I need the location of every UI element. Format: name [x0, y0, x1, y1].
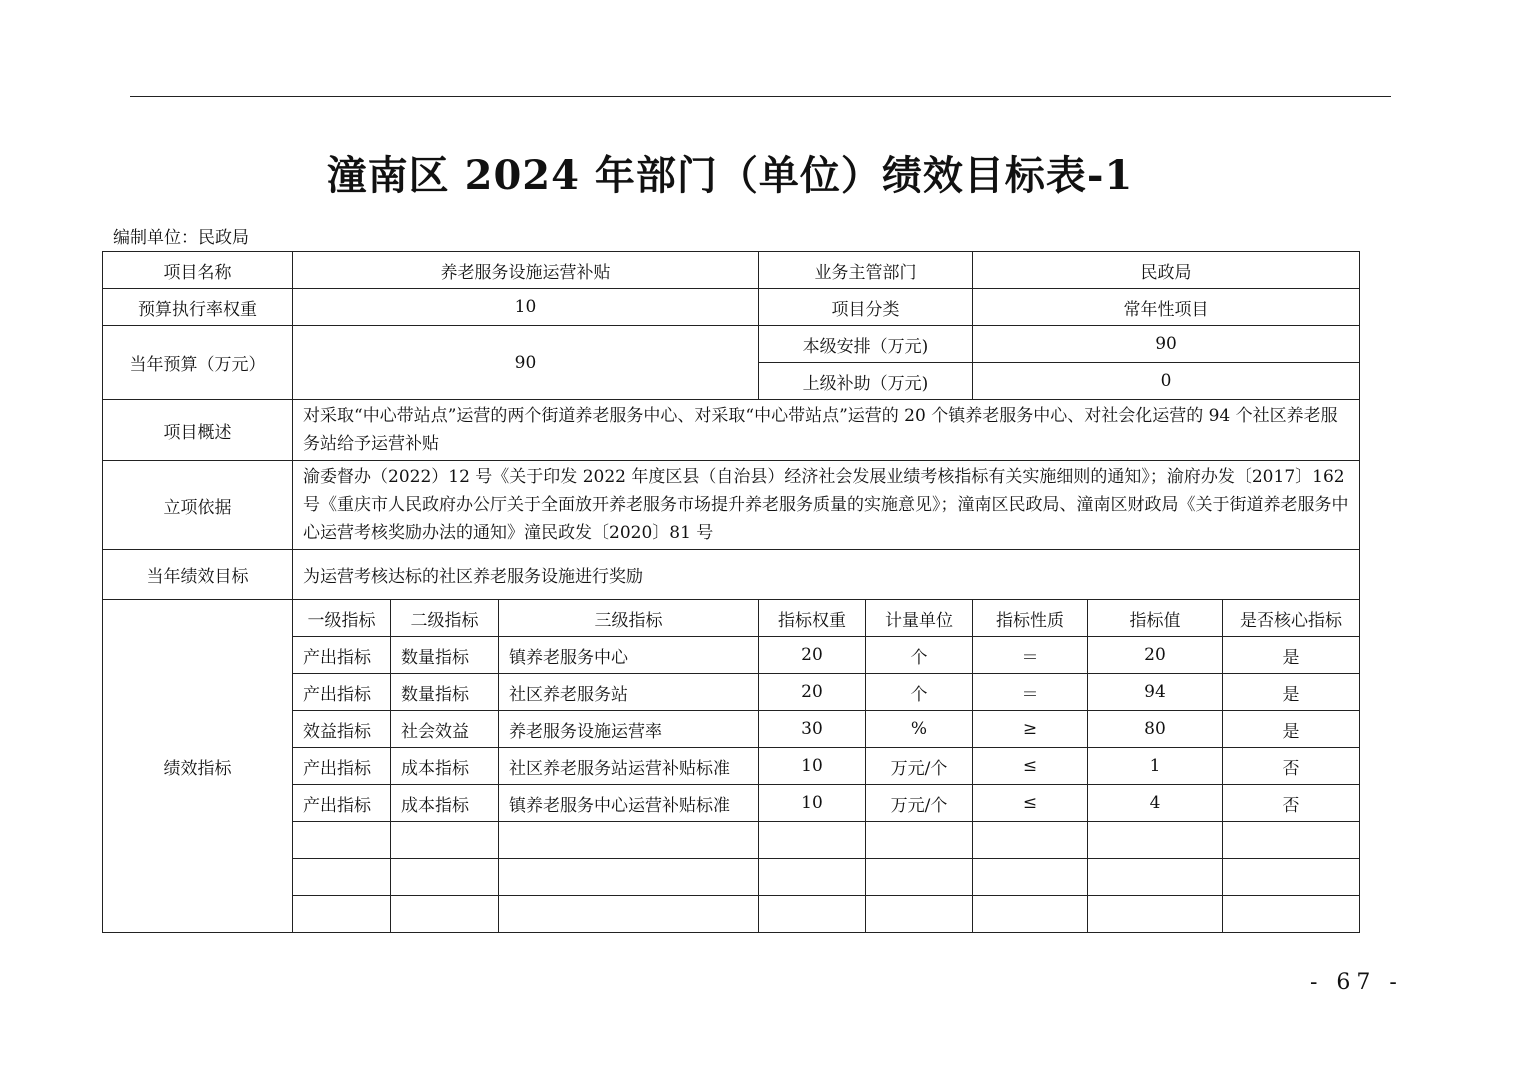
indicator-cell: 是	[1223, 711, 1360, 748]
budget-value: 90	[293, 326, 759, 400]
page-title: 潼南区 2024 年部门（单位）绩效目标表-1	[326, 152, 1134, 199]
col-header: 二级指标	[391, 600, 499, 637]
indicator-cell: 产出指标	[293, 748, 391, 785]
project-name-label: 项目名称	[103, 252, 293, 289]
weight-label: 预算执行率权重	[103, 289, 293, 326]
indicator-cell	[866, 822, 973, 859]
upper-value: 0	[973, 363, 1360, 400]
indicator-cell: 镇养老服务中心运营补贴标准	[499, 785, 759, 822]
category-value: 常年性项目	[973, 289, 1360, 326]
indicator-cell: 否	[1223, 785, 1360, 822]
indicator-cell: 20	[759, 637, 866, 674]
indicator-cell: 社区养老服务站运营补贴标准	[499, 748, 759, 785]
indicator-cell	[1223, 859, 1360, 896]
indicator-cell	[1223, 896, 1360, 933]
indicator-cell: 个	[866, 674, 973, 711]
indicator-cell	[391, 859, 499, 896]
dept-value: 民政局	[973, 252, 1360, 289]
col-header: 指标权重	[759, 600, 866, 637]
col-header: 三级指标	[499, 600, 759, 637]
indicator-cell	[866, 896, 973, 933]
upper-label: 上级补助（万元)	[759, 363, 973, 400]
indicator-cell: 1	[1088, 748, 1223, 785]
budget-label: 当年预算（万元）	[103, 326, 293, 400]
indicator-cell	[973, 859, 1088, 896]
indicator-cell	[499, 822, 759, 859]
col-header: 指标值	[1088, 600, 1223, 637]
basis-label: 立项依据	[103, 461, 293, 550]
indicator-cell: 万元/个	[866, 748, 973, 785]
indicator-cell: 产出指标	[293, 674, 391, 711]
indicator-cell	[759, 822, 866, 859]
indicator-cell: 10	[759, 748, 866, 785]
dept-label: 业务主管部门	[759, 252, 973, 289]
indicator-cell: ≥	[973, 711, 1088, 748]
indicator-cell: 4	[1088, 785, 1223, 822]
basis-text: 渝委督办（2022）12 号《关于印发 2022 年度区县（自治县）经济社会发展业绩考核指标有关实施细则的通知》；渝府办发〔2017〕162 号《重庆市人民政府办公厅关于全面放开养老服务市场提升养老服务质量的实施意见》；潼南区民政局、潼南区财政局《关于街道养老服务中心运营考核奖励办法的通知》潼民政发〔2020〕81 号	[293, 461, 1360, 550]
indicator-cell: 30	[759, 711, 866, 748]
indicator-cell	[1088, 896, 1223, 933]
indicator-cell	[759, 896, 866, 933]
indicator-cell: ≤	[973, 748, 1088, 785]
indicator-cell	[293, 859, 391, 896]
category-label: 项目分类	[759, 289, 973, 326]
indicator-cell: 数量指标	[391, 674, 499, 711]
indicator-cell: 个	[866, 637, 973, 674]
indicator-cell	[499, 859, 759, 896]
indicator-cell: 社区养老服务站	[499, 674, 759, 711]
indicator-cell: 80	[1088, 711, 1223, 748]
local-value: 90	[973, 326, 1360, 363]
indicator-cell: 数量指标	[391, 637, 499, 674]
indicator-cell: 成本指标	[391, 785, 499, 822]
indicator-cell: 社会效益	[391, 711, 499, 748]
indicator-cell: ≤	[973, 785, 1088, 822]
indicator-cell	[759, 859, 866, 896]
indicator-cell: 20	[1088, 637, 1223, 674]
indicator-cell: 否	[1223, 748, 1360, 785]
indicator-cell	[499, 896, 759, 933]
indicator-cell: ＝	[973, 674, 1088, 711]
overview-text: 对采取“中心带站点”运营的两个街道养老服务中心、对采取“中心带站点”运营的 20 个镇养老服务中心、对社会化运营的 94 个社区养老服务站给予运营补贴	[293, 400, 1360, 461]
indicator-cell: 20	[759, 674, 866, 711]
indicator-cell	[866, 859, 973, 896]
local-label: 本级安排（万元)	[759, 326, 973, 363]
indicator-cell	[293, 896, 391, 933]
indicator-cell: 产出指标	[293, 785, 391, 822]
indicator-cell	[391, 896, 499, 933]
col-header: 计量单位	[866, 600, 973, 637]
weight-value: 10	[293, 289, 759, 326]
indicator-cell: 是	[1223, 637, 1360, 674]
col-header: 指标性质	[973, 600, 1088, 637]
indicator-cell: %	[866, 711, 973, 748]
indicators-label: 绩效指标	[103, 600, 293, 933]
indicator-cell	[391, 822, 499, 859]
col-header: 是否核心指标	[1223, 600, 1360, 637]
project-name-value: 养老服务设施运营补贴	[293, 252, 759, 289]
indicator-cell: 效益指标	[293, 711, 391, 748]
col-header: 一级指标	[293, 600, 391, 637]
indicator-cell: 成本指标	[391, 748, 499, 785]
indicator-cell	[973, 822, 1088, 859]
indicator-header-row	[103, 600, 1360, 637]
indicator-cell: 10	[759, 785, 866, 822]
indicator-cell	[1088, 859, 1223, 896]
goal-label: 当年绩效目标	[103, 550, 293, 600]
indicator-cell: 是	[1223, 674, 1360, 711]
org-label: 编制单位：民政局	[113, 228, 249, 248]
overview-label: 项目概述	[103, 400, 293, 461]
indicator-cell: ＝	[973, 637, 1088, 674]
indicator-cell: 94	[1088, 674, 1223, 711]
indicator-cell: 养老服务设施运营率	[499, 711, 759, 748]
goal-text: 为运营考核达标的社区养老服务设施进行奖励	[293, 550, 1360, 600]
indicator-cell	[293, 822, 391, 859]
indicator-cell	[1223, 822, 1360, 859]
page-number: - 67 -	[1310, 970, 1403, 995]
indicator-cell: 万元/个	[866, 785, 973, 822]
performance-target-table	[102, 251, 1360, 933]
indicator-cell: 产出指标	[293, 637, 391, 674]
indicator-cell	[973, 896, 1088, 933]
indicator-cell: 镇养老服务中心	[499, 637, 759, 674]
indicator-cell	[1088, 822, 1223, 859]
header-rule	[130, 96, 1391, 97]
